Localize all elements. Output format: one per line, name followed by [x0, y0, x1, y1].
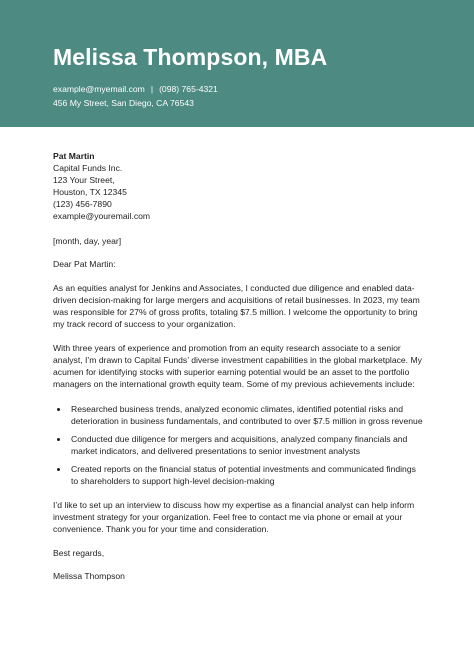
recipient-email: example@youremail.com [53, 211, 151, 222]
contact-separator: | [150, 84, 154, 94]
list-item: • Conducted due diligence for mergers and acquisitions, analyzed company financials and market indicators, and delivered presentations to senior investment analysts [69, 433, 425, 457]
recipient-street: 123 Your Street, [53, 175, 115, 186]
letter-date: [month, day, year] [53, 235, 122, 246]
applicant-address: 456 My Street, San Diego, CA 76543 [53, 98, 194, 108]
recipient-city: Houston, TX 12345 [53, 187, 127, 198]
closing-phrase: Best regards, [53, 548, 105, 559]
header-banner [0, 0, 474, 127]
paragraph-closing: I’d like to set up an interview to discuss how my expertise as a financial analyst can help inform investment strategy for your organization. Feel free to contact me via phone or email at your convenience. Thank you for your time and consideration. [53, 500, 415, 535]
signature-name: Melissa Thompson [53, 571, 125, 582]
applicant-email: example@myemail.com [53, 84, 145, 94]
paragraph-experience: With three years of experience and promotion from an equity research associate to a senior analyst, I’m drawn to Capital Funds’ diverse investment capabilities in the global marketplace. My acumen for identifying stocks with superior earning potential would be an asset to the portfolio managers on the international growth equity team. Some of my previous achievements include: [53, 343, 422, 390]
contact-line [53, 84, 218, 94]
recipient-company: Capital Funds Inc. [53, 163, 123, 174]
salutation: Dear Pat Martin: [53, 258, 116, 269]
applicant-name: Melissa Thompson, MBA [53, 44, 328, 70]
recipient-name: Pat Martin [53, 151, 95, 161]
recipient-block [53, 150, 425, 223]
letter-body [53, 150, 425, 583]
list-item: • Created reports on the financial status of potential investments and communicated findings to shareholders to support high-level decision-making [69, 463, 425, 487]
recipient-phone: (123) 456-7890 [53, 199, 112, 210]
applicant-phone: (098) 765-4321 [159, 84, 218, 94]
list-item: • Researched business trends, analyzed economic climates, identified potential risks and deterioration in business fundamentals, and contributed to over $7.5 million in gross revenue [69, 403, 425, 427]
paragraph-intro: As an equities analyst for Jenkins and Associates, I conducted due diligence and enabled data-driven decision-making for large mergers and acquisitions of retail businesses. In 2023, my team was responsible for 27% of gross profits, totaling $7.5 million. I welcome the opportunity to bring my track record of success to your organization. [53, 282, 420, 330]
achievements-list [53, 403, 425, 488]
